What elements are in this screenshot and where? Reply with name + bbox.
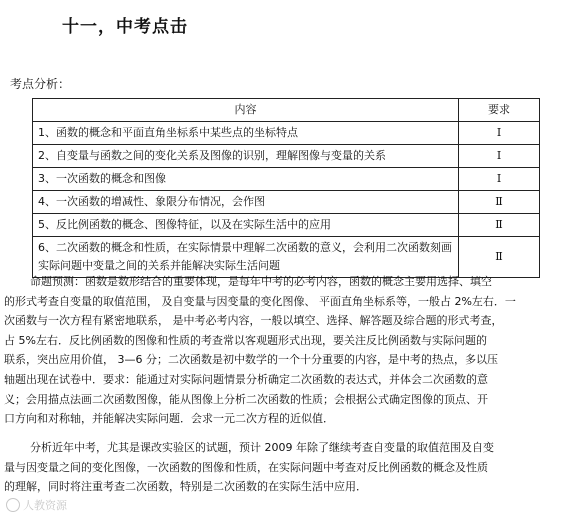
paragraph-line: 分析近年中考，尤其是课改实验区的试题，预计 2009 年除了继续考查自变量的取值范围及自变 xyxy=(30,441,494,454)
paragraph-line: 命题预测：函数是数形结合的重要体现，是每年中考的必考内容，函数的概念主要用选择、填空 xyxy=(30,275,492,288)
row-level: Ⅰ xyxy=(459,168,540,191)
paragraph-line: 的理解，同时将注重考查二次函数，特别是二次函数的在实际生活中应用． xyxy=(4,480,367,494)
row-content: 1、函数的概念和平面直角坐标系中某些点的坐标特点 xyxy=(33,122,459,145)
prediction-paragraph xyxy=(4,272,576,429)
section-label: 考点分析： xyxy=(10,77,71,91)
paragraph-line: 口方向和对称轴，并能解决实际问题．会求一元二次方程的近似值． xyxy=(4,412,334,426)
analysis-paragraph xyxy=(4,438,576,497)
table-row xyxy=(33,145,540,168)
paragraph-line: 次函数与一次方程有紧密地联系， 是中考必考内容，一般以填空、选择、解答题及综合题的形式考查， xyxy=(4,314,503,328)
header-content: 内容 xyxy=(33,99,459,122)
watermark xyxy=(6,497,67,513)
paragraph-line: 占 5%左右．反比例函数的图像和性质的考查常以客观题形式出现，要关注反比例函数与实际问题的 xyxy=(4,333,487,347)
row-content: 5、反比例函数的概念、图像特征，以及在实际生活中的应用 xyxy=(33,214,459,237)
row-content: 6、二次函数的概念和性质，在实际情景中理解二次函数的意义，会利用二次函数刻画实际问题中变量之间的关系并能解决实际生活问题 xyxy=(33,237,459,278)
row-level: Ⅱ xyxy=(459,214,540,237)
paragraph-line: 联系，突出应用价值， 3—6 分；二次函数是初中数学的一个十分重要的内容，是中考的热点，多以压 xyxy=(4,353,498,367)
row-level: Ⅱ xyxy=(459,191,540,214)
paragraph-line: 轴题出现在试卷中．要求：能通过对实际问题情景分析确定二次函数的表达式，并体会二次函数的意 xyxy=(4,372,488,386)
table-row xyxy=(33,214,540,237)
paragraph-line: 的形式考查自变量的取值范围， 及自变量与因变量的变化图像、 平面直角坐标系等，一般占 2%左右．一 xyxy=(4,294,516,308)
row-content: 2、自变量与函数之间的变化关系及图像的识别，理解图像与变量的关系 xyxy=(33,145,459,168)
watermark-logo-icon xyxy=(6,498,20,512)
table-header-row xyxy=(33,99,540,122)
row-content: 3、一次函数的概念和图像 xyxy=(33,168,459,191)
table-row xyxy=(33,191,540,214)
row-level: Ⅰ xyxy=(459,145,540,168)
requirements-table xyxy=(32,98,540,278)
row-content: 4、一次函数的增减性、象限分布情况，会作图 xyxy=(33,191,459,214)
page-title: 十一，中考点击 xyxy=(62,17,188,37)
row-level: Ⅰ xyxy=(459,122,540,145)
watermark-text: 人教资源 xyxy=(23,499,67,512)
table-row xyxy=(33,168,540,191)
table-row xyxy=(33,122,540,145)
row-level: Ⅱ xyxy=(459,237,540,278)
paragraph-line: 义；会用描点法画二次函数图像，能从图像上分析二次函数的性质；会根据公式确定图像的顶点、开 xyxy=(4,392,488,406)
paragraph-line: 量与因变量之间的变化图像，一次函数的图像和性质，在实际问题中考查对反比例函数的概念及性质 xyxy=(4,460,488,474)
header-level: 要求 xyxy=(459,99,540,122)
